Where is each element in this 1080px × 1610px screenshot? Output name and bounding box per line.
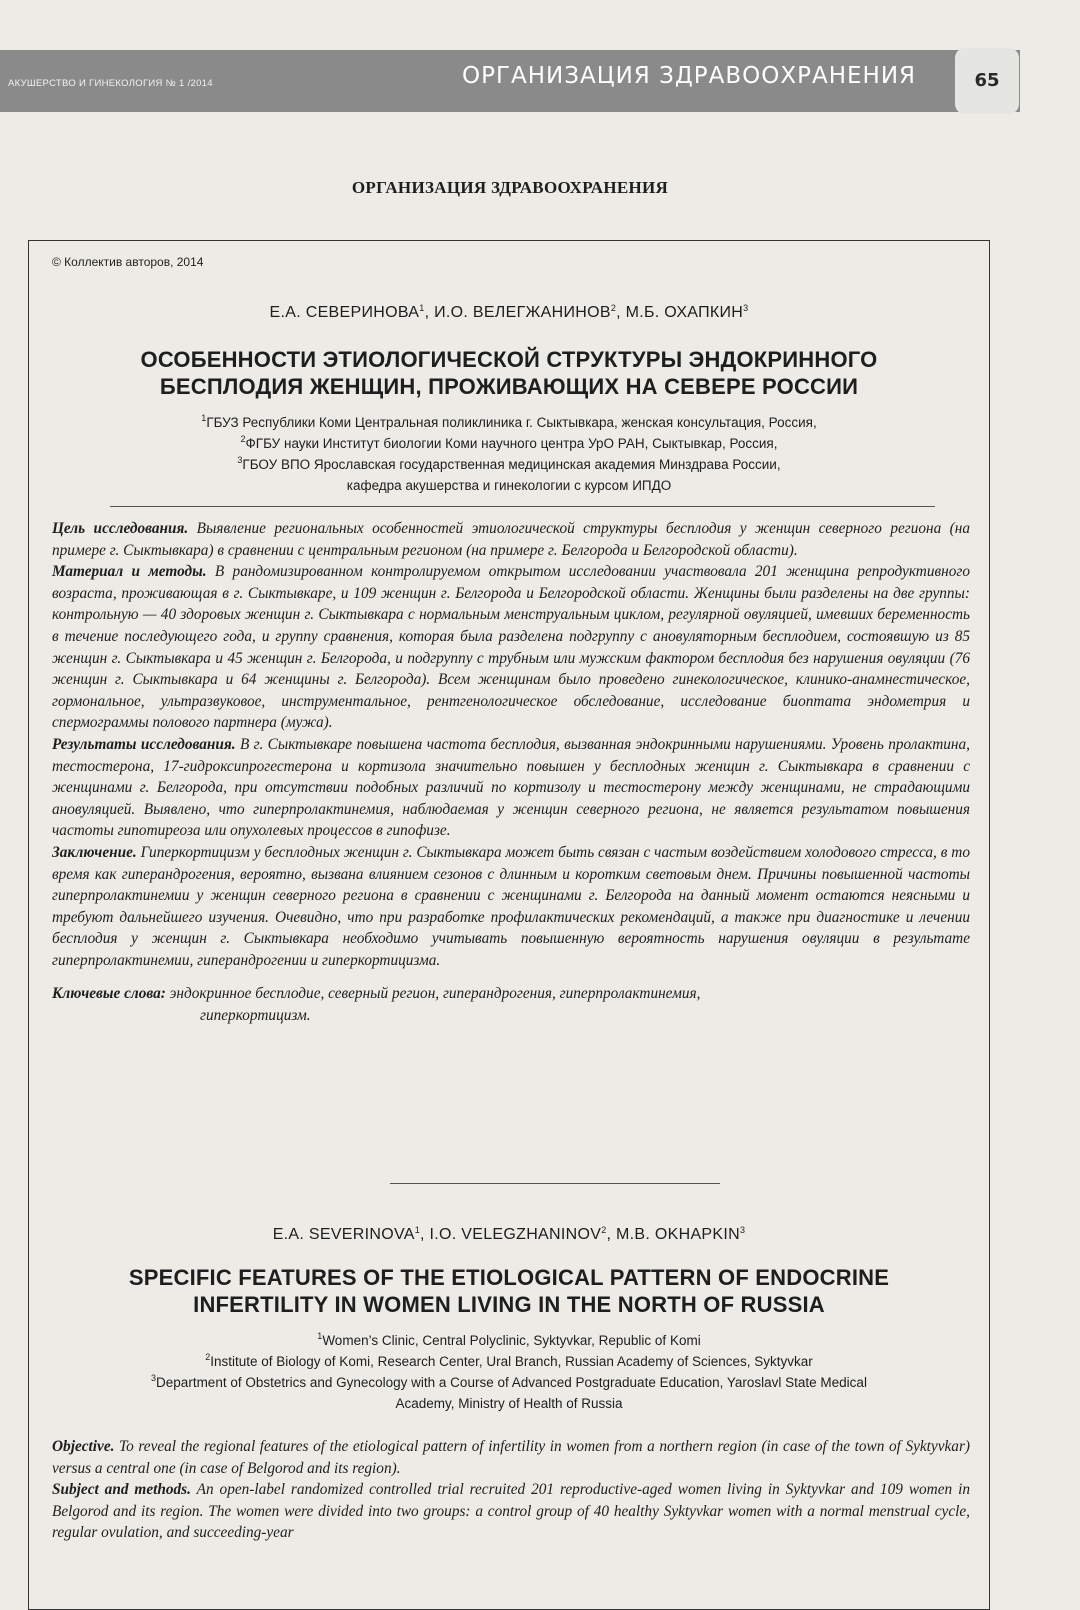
ru-title-line-1: ОСОБЕННОСТИ ЭТИОЛОГИЧЕСКОЙ СТРУКТУРЫ ЭНДОКРИННОГО [140,347,878,372]
en-authors [28,1226,990,1244]
ru-abstract-results: Результаты исследования. В г. Сыктывкаре повышена частота бесплодия, вызванная эндокринными нарушениями. Уровень пролактина, тестостерона, 17-гидроксипрогестерона и кортизола значительно повышен у бесплодных женщин г. Сыктывкара в сравнении с женщинами г. Белгорода, при отсутствии подобных различий по кортизолу и тестостерону между женщинами, не страдающими ановуляцией. Выявлено, что гиперпролактинемия, наблюдаемая у женщин северного региона, не является результатом повышения частоты гипотиреоза или опухолевых процессов в гипофизе. [52,735,970,840]
journal-name: АКУШЕРСТВО И ГИНЕКОЛОГИЯ № 1 /2014 [8,78,213,89]
header-section-title: ОРГАНИЗАЦИЯ ЗДРАВООХРАНЕНИЯ [462,63,917,89]
ru-abstract [52,518,970,1027]
en-affiliation-3: $^3$Department of Obstetrics and Gynecology with a Course of Advanced Postgraduate Education, Yaroslavl State Medical [151,1373,867,1390]
en-affiliations [28,1330,990,1414]
ru-keywords-label: Ключевые слова: [52,985,166,1003]
en-author-2: I.O. VELEGZHANINOV$^2$, [429,1225,617,1243]
page-number: 65 [955,48,1019,114]
en-author-3: M.B. OKHAPKIN$^3$ [616,1225,746,1243]
en-abstract [52,1436,970,1544]
ru-abstract-methods: Материал и методы. В рандомизированном контролируемом открытом исследовании участвовала 201 женщина репродуктивного возраста, проживающая в г. Сыктывкаре, и 109 женщин г. Белгорода и Белгородской области. Женщины были разделены на две группы: контрольную — 40 здоровых женщин г. Сыктывкара с нормальным менструальным циклом, регулярной овуляцией, имевших беременность в течение последующего года, и группу сравнения, которая была разделена подгруппу с ановуляторным бесплодием, состоявшую из 85 женщин г. Сыктывкара и 45 женщин г. Белгорода, и подгруппу с трубным или мужским фактором бесплодия без нарушения овуляции (76 женщин г. Сыктывкара и 64 женщины г. Белгорода). Всем женщинам было проведено гинекологическое, клинико-анамнестическое, гормональное, ультразвуковое, инструментальное, рентгенологическое обследование, исследование биоптата эндометрия и спермограммы полового партнера (мужа). [52,563,970,732]
ru-affiliation-4: кафедра акушерства и гинекологии с курсом ИПДО [346,478,672,493]
en-title-line-1: SPECIFIC FEATURES OF THE ETIOLOGICAL PATTERN OF ENDOCRINE [128,1265,890,1290]
ru-abstract-objective: Цель исследования. Выявление региональных особенностей этиологической структуры бесплодия у женщин северного региона (на примере г. Сыктывкара) в сравнении с центральным регионом (на примере г. Белгорода и Белгородской области). [52,520,971,559]
en-author-1: E.A. SEVERINOVA$^1$, [272,1225,430,1243]
ru-affiliation-2: $^2$ФГБУ науки Институт биологии Коми научного центра УрО РАН, Сыктывкар, Россия, [240,434,778,451]
en-article-title [28,1264,990,1318]
ru-affiliation-3: $^3$ГБОУ ВПО Ярославская государственная медицинская академия Минздрава России, [237,455,781,472]
ru-abstract-conclusion: Заключение. Гиперкортицизм у бесплодных женщин г. Сыктывкара может быть связан с частым воздействием холодового стресса, в то время как гиперандрогения, вероятно, вызвана влиянием сезонов с длинным и коротким световым днем. Причины повышенной частоты гиперпролактинемии у женщин северного региона в сравнении с женщинами г. Белгорода на данный момент остаются неясными и требуют дальнейшего изучения. Очевидно, что при разработке профилактических рекомендаций, а также при диагностике и лечении бесплодия у женщин г. Сыктывкара необходимо учитывать повышенную вероятность нарушения овуляции в результате гиперпролактинемии, гиперандрогении и гиперкортицизма. [52,843,970,969]
ru-author-2: И.О. ВЕЛЕГЖАНИНОВ$^2$, [434,303,626,321]
ru-title-line-2: БЕСПЛОДИЯ ЖЕНЩИН, ПРОЖИВАЮЩИХ НА СЕВЕРЕ РОССИИ [159,374,859,399]
en-affiliation-1: $^1$Women’s Clinic, Central Polyclinic, Syktyvkar, Republic of Komi [317,1331,701,1348]
ru-author-1: Е.А. СЕВЕРИНОВА$^1$, [269,303,435,321]
ru-article-title [28,346,990,400]
ru-keywords-cont: гиперкортицизм. [200,1007,311,1025]
copyright-note: © Коллектив авторов, 2014 [52,255,204,269]
section-title: ОРГАНИЗАЦИЯ ЗДРАВООХРАНЕНИЯ [351,178,669,197]
ru-authors [28,304,990,322]
en-title-line-2: INFERTILITY IN WOMEN LIVING IN THE NORTH OF RUSSIA [193,1292,825,1317]
en-abstract-objective: Objective. To reveal the regional features of the etiological pattern of infertility in women from a northern region (in case of the town of Syktyvkar) versus a central one (in case of Belgorod and its region). [52,1438,970,1477]
en-affiliation-2: $^2$Institute of Biology of Komi, Research Center, Ural Branch, Russian Academy of Sciences, Syktyvkar [205,1352,813,1369]
ru-keywords: Ключевые слова: эндокринное бесплодие, северный регион, гиперандрогения, гиперпролактинемия, [52,985,701,1003]
divider-line [390,1183,720,1184]
en-abstract-methods: Subject and methods. An open-label randomized controlled trial recruited 201 reproductive-aged women living in Syktyvkar and 109 women in Belgorod and its region. The women were divided into two groups: a control group of 40 healthy Syktyvkar women with a normal menstrual cycle, regular ovulation, and succeeding-year [52,1481,970,1542]
header-band [0,50,1020,112]
ru-affiliations [28,412,990,496]
divider-line [110,506,935,507]
ru-author-3: М.Б. ОХАПКИН$^3$ [625,303,749,321]
en-affiliation-4: Academy, Ministry of Health of Russia [395,1396,623,1411]
ru-affiliation-1: $^1$ГБУЗ Республики Коми Центральная поликлиника г. Сыктывкара, женская консультация, Россия, [201,413,817,430]
